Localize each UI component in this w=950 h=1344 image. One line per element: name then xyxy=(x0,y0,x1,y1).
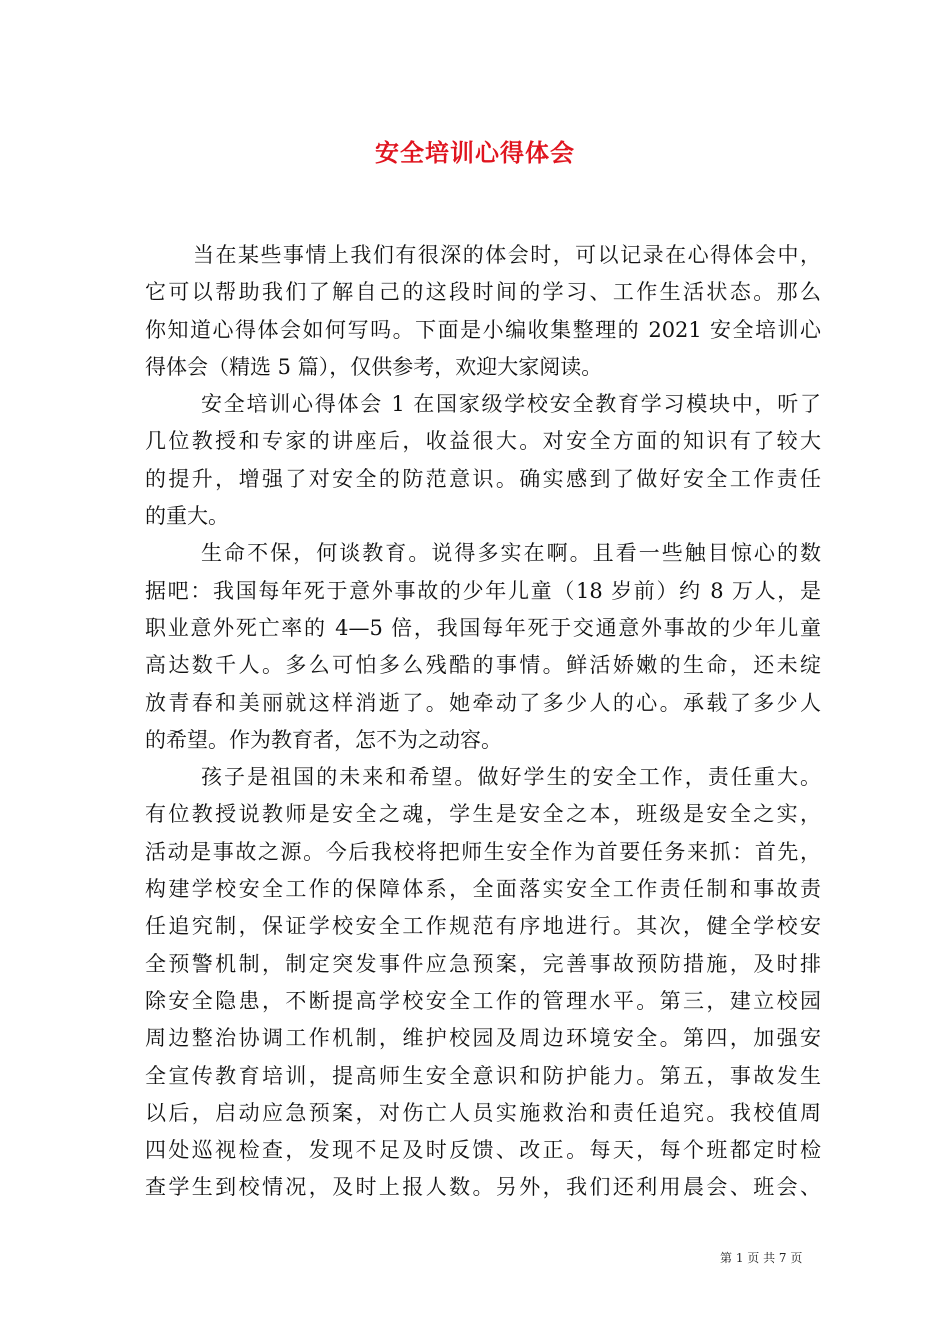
page-number: 第 1 页 共 7 页 xyxy=(720,1251,803,1265)
text-line: 你知道心得体会如何写吗。下面是小编收集整理的 2021 安全培训心 xyxy=(145,317,821,342)
paragraph xyxy=(145,386,821,535)
text-line: 周边整治协调工作机制，维护校园及周边环境安全。第四，加强安 xyxy=(145,1026,821,1051)
text-line: 几位教授和专家的讲座后，收益很大。对安全方面的知识有了较大 xyxy=(145,429,821,454)
text-line: 孩子是祖国的未来和希望。做好学生的安全工作，责任重大。 xyxy=(201,765,821,790)
document-title: 安全培训心得体会 xyxy=(375,138,575,167)
paragraph xyxy=(145,759,821,1207)
text-line: 以后，启动应急预案，对伤亡人员实施救治和责任追究。我校值周 xyxy=(145,1100,821,1125)
text-line: 的提升，增强了对安全的防范意识。确实感到了做好安全工作责任 xyxy=(145,466,821,491)
text-line: 得体会（精选 5 篇），仅供参考，欢迎大家阅读。 xyxy=(145,354,603,379)
text-line: 四处巡视检查，发现不足及时反馈、改正。每天，每个班都定时检 xyxy=(145,1138,821,1163)
text-line: 活动是事故之源。今后我校将把师生安全作为首要任务来抓：首先， xyxy=(145,839,821,864)
text-line: 高达数千人。多么可怕多么残酷的事情。鲜活娇嫩的生命，还未绽 xyxy=(145,653,821,678)
text-line: 当在某些事情上我们有很深的体会时，可以记录在心得体会中， xyxy=(193,243,821,267)
text-line: 据吧：我国每年死于意外事故的少年儿童（18 岁前）约 8 万人，是 xyxy=(145,578,821,603)
text-line: 查学生到校情况，及时上报人数。另外，我们还利用晨会、班会、 xyxy=(145,1175,821,1200)
paragraph xyxy=(145,535,821,759)
document-body xyxy=(145,237,821,1207)
text-line: 构建学校安全工作的保障体系，全面落实安全工作责任制和事故责 xyxy=(145,877,821,902)
text-line: 全宣传教育培训，提高师生安全意识和防护能力。第五，事故发生 xyxy=(145,1063,821,1088)
text-line: 的重大。 xyxy=(145,504,229,529)
text-line: 除安全隐患，不断提高学校安全工作的管理水平。第三，建立校园 xyxy=(145,988,821,1013)
text-line: 安全培训心得体会 1 在国家级学校安全教育学习模块中，听了 xyxy=(201,392,821,417)
text-line: 任追究制，保证学校安全工作规范有序地进行。其次，健全学校安 xyxy=(145,914,821,939)
text-line: 职业意外死亡率的 4—5 倍，我国每年死于交通意外事故的少年儿童 xyxy=(145,615,821,640)
text-line: 有位教授说教师是安全之魂，学生是安全之本，班级是安全之实， xyxy=(145,802,821,827)
text-line: 放青春和美丽就这样消逝了。她牵动了多少人的心。承载了多少人 xyxy=(145,690,821,715)
text-line: 它可以帮助我们了解自己的这段时间的学习、工作生活状态。那么 xyxy=(145,280,821,305)
text-line: 全预警机制，制定突发事件应急预案，完善事故预防措施，及时排 xyxy=(145,951,821,976)
text-line: 生命不保，何谈教育。说得多实在啊。且看一些触目惊心的数 xyxy=(201,541,821,566)
paragraph xyxy=(145,237,821,386)
text-line: 的希望。作为教育者，怎不为之动容。 xyxy=(145,727,502,752)
